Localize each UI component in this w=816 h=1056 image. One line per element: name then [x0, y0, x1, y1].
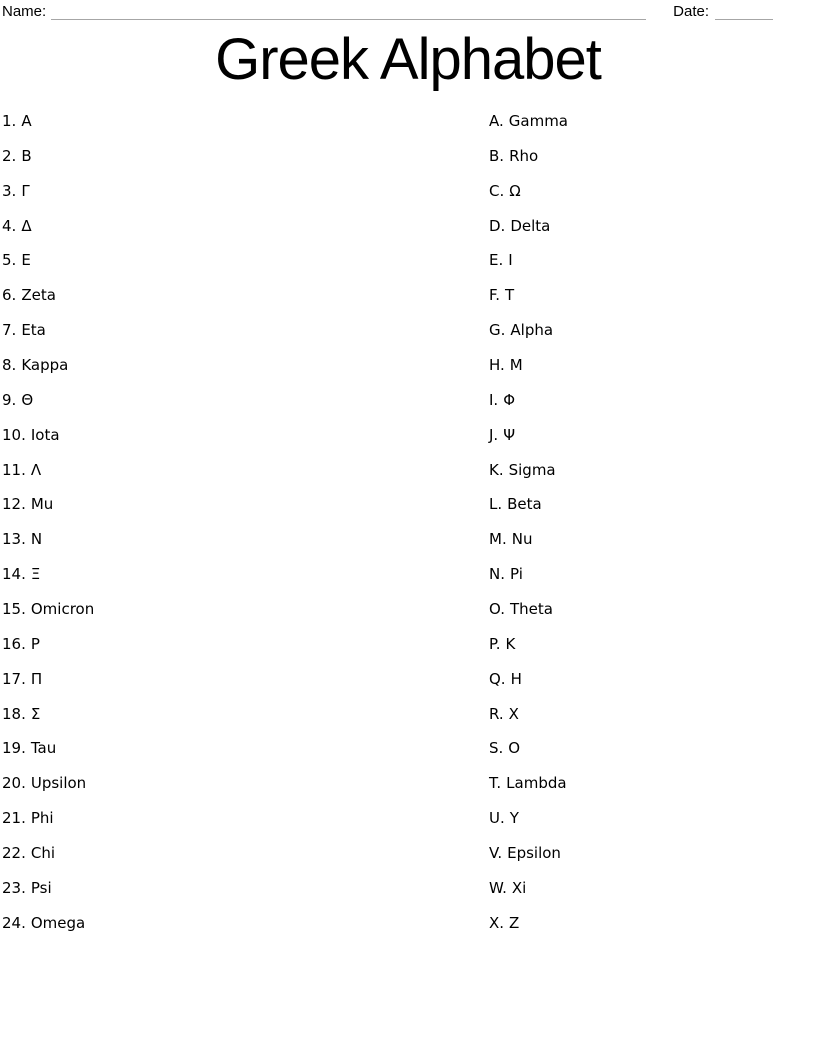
item-text: Ε — [21, 251, 31, 270]
item-prefix: U. — [489, 809, 505, 828]
list-item — [2, 278, 489, 313]
list-item — [489, 592, 816, 627]
item-prefix: P. — [489, 634, 501, 653]
item-prefix: T. — [489, 774, 502, 793]
item-prefix: 24. — [2, 913, 26, 932]
item-text: Beta — [507, 495, 542, 514]
header-row — [2, 2, 773, 20]
list-item — [2, 627, 489, 662]
item-prefix: 12. — [2, 495, 26, 514]
item-prefix: K. — [489, 460, 504, 479]
name-label: Name: — [2, 3, 47, 20]
item-text: Ν — [30, 530, 43, 549]
item-text: Ρ — [30, 634, 40, 653]
list-item — [2, 487, 489, 522]
item-text: Ω — [509, 181, 521, 200]
item-prefix: X. — [489, 913, 505, 932]
list-item — [489, 383, 816, 418]
date-label: Date: — [673, 3, 709, 20]
item-text: Ξ — [30, 565, 41, 584]
list-item — [489, 871, 816, 906]
item-prefix: Q. — [489, 669, 506, 688]
item-prefix: 3. — [2, 181, 17, 200]
list-item — [2, 731, 489, 766]
item-text: Gamma — [508, 111, 568, 130]
item-prefix: 8. — [2, 355, 17, 374]
list-item — [2, 453, 489, 488]
item-prefix: C. — [489, 181, 505, 200]
item-text: Iota — [30, 425, 60, 444]
list-item — [489, 104, 816, 139]
item-text: Σ — [30, 704, 41, 723]
item-prefix: L. — [489, 495, 503, 514]
item-prefix: I. — [489, 390, 499, 409]
list-item — [489, 697, 816, 732]
item-text: Rho — [509, 146, 539, 165]
item-text: Kappa — [21, 355, 69, 374]
item-prefix: 23. — [2, 878, 26, 897]
list-item — [2, 139, 489, 174]
item-text: Delta — [510, 216, 551, 235]
item-text: Ψ — [503, 425, 516, 444]
item-prefix: O. — [489, 599, 505, 618]
item-text: Μ — [509, 355, 523, 374]
list-item — [489, 906, 816, 941]
list-item — [489, 139, 816, 174]
list-item — [489, 278, 816, 313]
item-prefix: 19. — [2, 739, 26, 758]
list-item — [2, 243, 489, 278]
item-prefix: H. — [489, 355, 505, 374]
list-item — [2, 174, 489, 209]
list-item — [2, 418, 489, 453]
item-prefix: 1. — [2, 111, 17, 130]
item-prefix: 16. — [2, 634, 26, 653]
list-item — [2, 871, 489, 906]
item-prefix: 14. — [2, 565, 26, 584]
item-text: Lambda — [506, 774, 567, 793]
item-text: Epsilon — [507, 843, 561, 862]
list-item — [489, 243, 816, 278]
list-item — [2, 801, 489, 836]
list-item — [2, 906, 489, 941]
item-text: Ζ — [509, 913, 520, 932]
item-text: Psi — [30, 878, 52, 897]
item-text: Φ — [503, 390, 516, 409]
item-prefix: M. — [489, 530, 507, 549]
questions-column — [2, 104, 489, 941]
list-item — [489, 801, 816, 836]
item-text: Zeta — [21, 286, 56, 305]
item-prefix: V. — [489, 843, 503, 862]
item-text: Tau — [30, 739, 57, 758]
list-item — [489, 487, 816, 522]
item-text: Τ — [505, 286, 515, 305]
item-prefix: 10. — [2, 425, 26, 444]
item-text: Upsilon — [30, 774, 87, 793]
item-text: Alpha — [510, 321, 554, 340]
item-text: Ο — [508, 739, 521, 758]
item-text: Theta — [509, 599, 553, 618]
item-text: Λ — [30, 460, 42, 479]
item-text: Κ — [505, 634, 516, 653]
item-text: Θ — [21, 390, 34, 409]
list-item — [2, 383, 489, 418]
date-blank-line — [715, 6, 773, 20]
item-prefix: 9. — [2, 390, 17, 409]
list-item — [2, 557, 489, 592]
list-item — [2, 697, 489, 732]
item-text: Ι — [508, 251, 513, 270]
item-prefix: B. — [489, 146, 505, 165]
list-item — [489, 731, 816, 766]
item-prefix: 5. — [2, 251, 17, 270]
item-prefix: N. — [489, 565, 505, 584]
item-text: Α — [21, 111, 32, 130]
item-prefix: A. — [489, 111, 504, 130]
item-text: Β — [21, 146, 32, 165]
item-prefix: 4. — [2, 216, 17, 235]
list-item — [2, 209, 489, 244]
item-text: Η — [510, 669, 522, 688]
item-text: Υ — [509, 809, 519, 828]
item-prefix: 11. — [2, 460, 26, 479]
item-prefix: 21. — [2, 809, 26, 828]
list-item — [489, 662, 816, 697]
list-item — [2, 662, 489, 697]
item-text: Eta — [21, 321, 46, 340]
item-prefix: S. — [489, 739, 504, 758]
list-item — [489, 174, 816, 209]
item-prefix: 13. — [2, 530, 26, 549]
list-item — [489, 209, 816, 244]
item-prefix: W. — [489, 878, 507, 897]
list-item — [2, 348, 489, 383]
item-prefix: J. — [489, 425, 499, 444]
list-item — [489, 313, 816, 348]
list-item — [489, 766, 816, 801]
item-text: Xi — [511, 878, 527, 897]
item-text: Phi — [30, 809, 54, 828]
item-text: Mu — [30, 495, 54, 514]
item-prefix: 7. — [2, 321, 17, 340]
item-prefix: G. — [489, 321, 506, 340]
list-item — [2, 836, 489, 871]
list-item — [2, 104, 489, 139]
list-item — [489, 348, 816, 383]
item-text: Π — [30, 669, 43, 688]
item-prefix: 15. — [2, 599, 26, 618]
answers-column — [489, 104, 816, 941]
list-item — [489, 418, 816, 453]
item-text: Omega — [30, 913, 86, 932]
item-text: Δ — [21, 216, 32, 235]
list-item — [2, 592, 489, 627]
item-prefix: 20. — [2, 774, 26, 793]
item-prefix: D. — [489, 216, 506, 235]
item-text: Χ — [508, 704, 519, 723]
list-item — [489, 557, 816, 592]
page-title: Greek Alphabet — [215, 27, 601, 92]
matching-columns — [2, 104, 816, 941]
item-prefix: 18. — [2, 704, 26, 723]
item-text: Pi — [510, 565, 523, 584]
item-text: Sigma — [508, 460, 556, 479]
name-blank-line — [51, 6, 646, 20]
list-item — [2, 522, 489, 557]
item-prefix: 2. — [2, 146, 17, 165]
list-item — [489, 627, 816, 662]
item-prefix: E. — [489, 251, 504, 270]
item-prefix: F. — [489, 286, 500, 305]
item-prefix: R. — [489, 704, 504, 723]
list-item — [2, 313, 489, 348]
item-prefix: 22. — [2, 843, 26, 862]
item-text: Nu — [511, 530, 533, 549]
item-prefix: 6. — [2, 286, 17, 305]
item-text: Chi — [30, 843, 56, 862]
list-item — [489, 453, 816, 488]
item-text: Omicron — [30, 599, 95, 618]
item-text: Γ — [21, 181, 30, 200]
list-item — [489, 522, 816, 557]
list-item — [2, 766, 489, 801]
item-prefix: 17. — [2, 669, 26, 688]
list-item — [489, 836, 816, 871]
